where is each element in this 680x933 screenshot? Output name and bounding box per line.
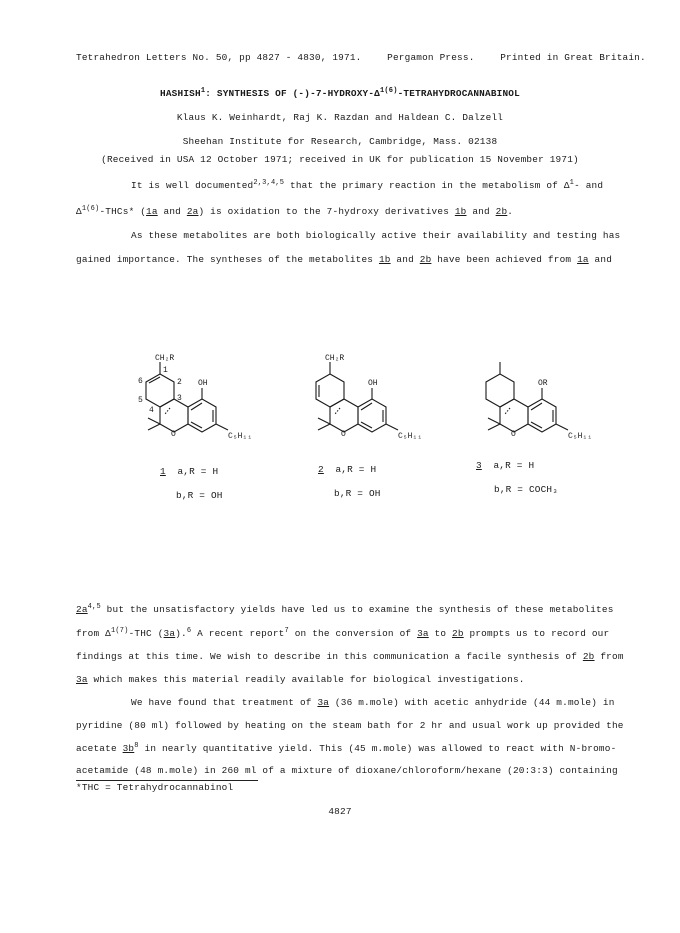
authors: Klaus K. Weinhardt, Raj K. Razdan and Haldean C. Dalzell xyxy=(176,112,504,123)
struct2-label-a: 2 a,R = H xyxy=(318,464,377,475)
para2-line1: As these metabolites are both biologically active their availability and testing has xyxy=(131,230,621,241)
struct3-or: OR xyxy=(538,379,548,388)
struct1-top-group: CH₂R xyxy=(155,354,175,363)
affiliation: Sheehan Institute for Research, Cambridge, Mass. 02138 xyxy=(182,136,498,147)
struct2-label-b: b,R = OH xyxy=(334,488,381,499)
struct2-oh: OH xyxy=(368,379,378,388)
struct2-ring-o: O xyxy=(341,430,346,439)
para1-line1: It is well documented$^{2,3,4,5}$ that the primary reaction in the metabolism of $\Delta^1-$ and xyxy=(131,178,604,191)
page-number: 4827 xyxy=(328,806,352,817)
struct1-label-b: b,R = OH xyxy=(176,490,223,501)
svg-text:1: 1 xyxy=(163,366,168,375)
footnote: *THC = Tetrahydrocannabinol xyxy=(76,782,234,793)
para4-line4: acetamide (48 m.mole) in 260 ml of a mixture of dioxane/chloroform/hexane (20:3:3) containing xyxy=(76,765,618,776)
para3-line3: findings at this time. We wish to describe in this communication a facile synthesis of 2b from xyxy=(76,651,624,662)
struct1-ring-o: O xyxy=(171,430,176,439)
journal-header xyxy=(76,52,646,63)
svg-text:4: 4 xyxy=(149,406,154,415)
structure-2 xyxy=(288,352,428,457)
publisher: Pergamon Press. xyxy=(387,52,475,63)
para3-line2: from $\Delta^{1(7)}$-THC (3a).$^6$ A recent report$^7$ on the conversion of 3a to 2b prompts us to record our xyxy=(76,626,610,639)
svg-text:6: 6 xyxy=(138,377,143,386)
para3-line1: $2a^{4,5}$ but the unsatisfactory yields have led us to examine the synthesis of these metabolites xyxy=(76,602,614,615)
struct2-top-group: CH₂R xyxy=(325,354,345,363)
svg-text:5: 5 xyxy=(138,396,143,405)
struct3-label-b: b,R = COCH₃ xyxy=(494,484,559,495)
journal-citation: Tetrahedron Letters No. 50, pp 4827 - 4830, 1971. xyxy=(76,52,362,63)
struct2-side-chain: C₅H₁₁ xyxy=(398,432,423,441)
printed-location: Printed in Great Britain. xyxy=(500,52,646,63)
para1-line2: $\Delta^{1(6)}-THCs*$ (1a and 2a) is oxidation to the 7-hydroxy derivatives 1b and 2b. xyxy=(76,204,514,217)
struct3-label-a: 3 a,R = H xyxy=(476,460,535,471)
svg-text:2: 2 xyxy=(177,378,182,387)
structure-3 xyxy=(458,352,598,457)
para4-line3: acetate $3b^8$ in nearly quantitative yield. This (45 m.mole) was allowed to react with N-bromo- xyxy=(76,741,617,754)
struct1-label-a: 1 a,R = H xyxy=(160,466,219,477)
struct1-side-chain: C₅H₁₁ xyxy=(228,432,253,441)
para4-line2: pyridine (80 ml) followed by heating on the steam bath for 2 hr and usual work up provided the xyxy=(76,720,624,731)
footnote-rule xyxy=(76,780,258,781)
svg-text:3: 3 xyxy=(177,394,182,403)
para4-line1: We have found that treatment of 3a (36 m.mole) with acetic anhydride (44 m.mole) in xyxy=(131,697,615,708)
para2-line2: gained importance. The syntheses of the metabolites 1b and 2b have been achieved from 1a and xyxy=(76,254,613,265)
struct3-side-chain: C₅H₁₁ xyxy=(568,432,593,441)
paper-title: HASHISH$^1$: SYNTHESIS OF $(-)-7-HYDROXY-\Delta^{1(6)}$-TETRAHYDROCANNABINOL xyxy=(160,86,520,99)
struct3-ring-o: O xyxy=(511,430,516,439)
para3-line4: 3a which makes this material readily available for biological investigations. xyxy=(76,674,525,685)
struct1-oh: OH xyxy=(198,379,208,388)
structure-1 xyxy=(118,352,258,457)
received-dates: (Received in USA 12 October 1971; received in UK for publication 15 November 1971) xyxy=(101,154,579,165)
